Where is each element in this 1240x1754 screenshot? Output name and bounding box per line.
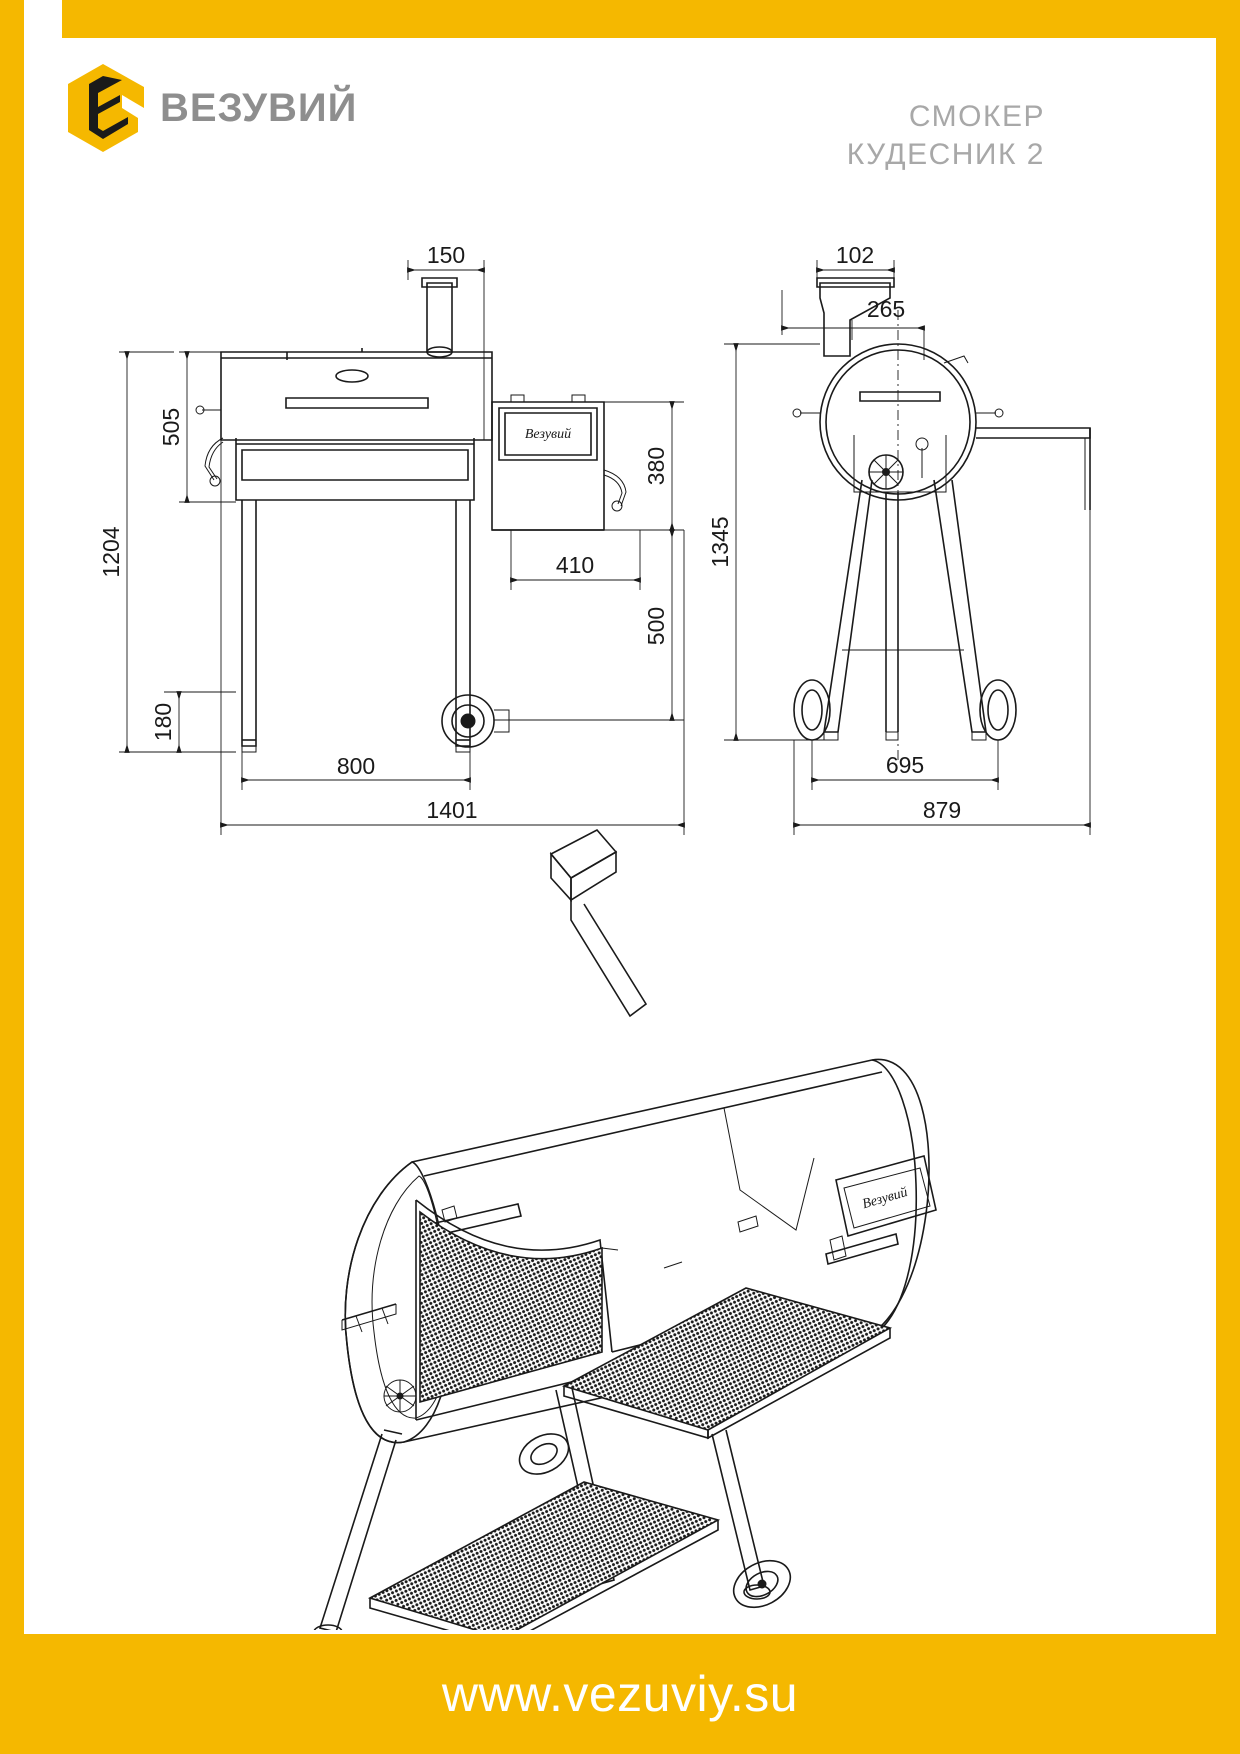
product-title: [847, 98, 1045, 173]
footer-website[interactable]: www.vezuviy.su: [441, 1666, 799, 1722]
isometric-view: [314, 830, 936, 1630]
dim-102: 102: [835, 242, 875, 268]
dim-879: 879: [922, 797, 962, 823]
vezuviy-logo-icon: [60, 62, 146, 154]
dim-180: 180: [150, 702, 176, 742]
technical-drawing: [24, 180, 1216, 1630]
brand-logo: [60, 62, 357, 154]
dim-410: 410: [555, 552, 595, 578]
dim-265: 265: [866, 296, 906, 322]
product-title-line2: КУДЕСНИК 2: [846, 137, 1045, 171]
firebox-emblem: Везувий: [524, 427, 572, 442]
left-accent-bar: [0, 0, 24, 1754]
dim-500: 500: [643, 606, 669, 646]
brand-name: ВЕЗУВИЙ: [160, 85, 358, 130]
isometric-emblem: Везувий: [860, 1185, 910, 1213]
dim-1401: 1401: [426, 797, 478, 823]
dim-380: 380: [643, 446, 669, 486]
dim-505: 505: [158, 407, 184, 447]
drawing-svg: [24, 180, 1216, 1630]
dim-1345: 1345: [707, 516, 733, 568]
dim-695: 695: [885, 752, 925, 778]
dim-150: 150: [426, 242, 466, 268]
right-accent-bar: [1216, 0, 1240, 1754]
side-view: [707, 242, 1090, 835]
dim-1204: 1204: [98, 526, 124, 578]
product-title-line1: СМОКЕР: [908, 100, 1045, 133]
top-accent-bar: [0, 0, 1240, 38]
front-view: [98, 242, 684, 835]
dim-800: 800: [336, 753, 376, 779]
